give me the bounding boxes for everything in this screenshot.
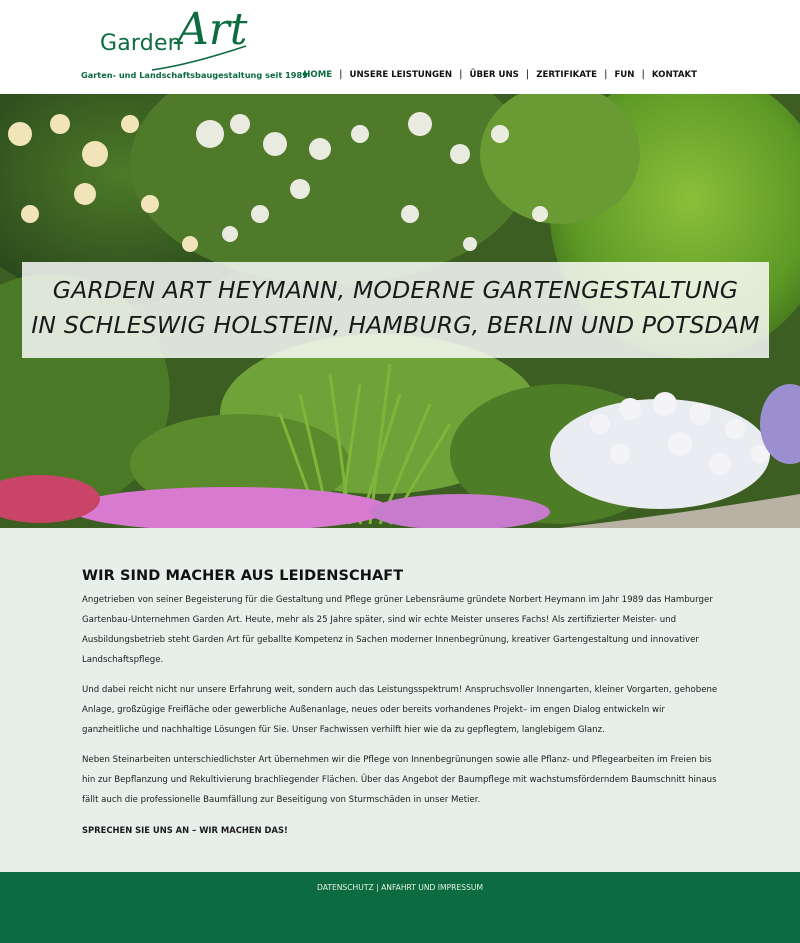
intro-paragraph-2: Und dabei reicht nicht nur unsere Erfahrung weit, sondern auch das Leistungsspektrum! Anspruchsvoller Innengarten, kleiner Vorgarten, gehobene Anlage, großzügige Freifläche oder gewerbliche Außenanlage, neues oder bereits vorhandenes Projekt– im engen Dialog entwickeln wir ganzheitliche und nachhaltige Lösungen für Sie. Unser Fachwissen verhilft hier wie da zu gepflegtem, langlebigem Glanz.: [82, 685, 718, 735]
logo-word-art: Art: [177, 4, 248, 55]
logo-word-garden: Garden: [100, 31, 182, 56]
hero-headline-line1: GARDEN ART HEYMANN, MODERNE GARTENGESTALTUNG: [52, 276, 739, 304]
intro-paragraph-1: Angetrieben von seiner Begeisterung für die Gestaltung und Pflege grüner Lebensräume gründete Norbert Heymann im Jahr 1989 das Hamburger Gartenbau-Unternehmen Garden Art. Heute, mehr als 25 Jahre später, sind wir echte Meister unseres Fachs! Als zertifizierter Meister- und Ausbildungsbetrieb steht Garden Art für geballte Kompetenz in Sachen moderner Innenbegrünung, kreativer Gartengestaltung und innovativer Landschaftspflege.: [82, 595, 713, 665]
nav-item-home[interactable]: HOME: [303, 69, 333, 80]
footer-link-anfahrt-impressum[interactable]: ANFAHRT UND IMPRESSUM: [381, 883, 483, 892]
intro-heading: WIR SIND MACHER AUS LEIDENSCHAFT: [82, 568, 404, 584]
call-to-action-text: SPRECHEN SIE UNS AN – WIR MACHEN DAS!: [82, 825, 288, 835]
hero-headline-banner: [22, 262, 769, 358]
nav-separator: |: [604, 69, 608, 80]
hero-garden-image: [0, 94, 800, 528]
main-navigation: [296, 69, 704, 80]
nav-separator: |: [641, 69, 645, 80]
hero-headline-line2: IN SCHLESWIG HOLSTEIN, HAMBURG, BERLIN UND POTSDAM: [31, 311, 760, 339]
nav-item-ueber-uns[interactable]: ÜBER UNS: [469, 69, 519, 80]
nav-item-fun[interactable]: FUN: [614, 69, 635, 80]
site-footer: [0, 872, 800, 943]
nav-separator: |: [339, 69, 343, 80]
intro-text-block: [82, 568, 722, 850]
nav-item-unsere-leistungen[interactable]: UNSERE LEISTUNGEN: [349, 69, 453, 80]
site-header: [0, 0, 800, 94]
footer-links: [0, 883, 800, 892]
footer-link-datenschutz[interactable]: DATENSCHUTZ: [317, 883, 374, 892]
nav-item-kontakt[interactable]: KONTAKT: [651, 69, 697, 80]
nav-separator: |: [459, 69, 463, 80]
garden-art-logo[interactable]: [80, 4, 308, 84]
nav-separator: |: [525, 69, 530, 80]
footer-separator: |: [376, 883, 382, 892]
nav-item-zertifikate[interactable]: ZERTIFIKATE: [536, 69, 598, 80]
intro-section: [0, 528, 800, 872]
intro-paragraph-3: Neben Steinarbeiten unterschiedlichster Art übernehmen wir die Pflege von Innenbegrünungen sowie alle Pflanz- und Pflegearbeiten im Freien bis hin zur Bepflanzung und Rekultivierung brachliegender Flächen. Über das Angebot der Baumpflege mit wachstumsförderndem Baumschnitt hinaus fällt auch die professionelle Baumfällung zur Beseitigung von Sturmschäden in unser Metier.: [82, 755, 717, 805]
logo-tagline: Garten- und Landschaftsbaugestaltung seit 1989: [81, 70, 308, 80]
